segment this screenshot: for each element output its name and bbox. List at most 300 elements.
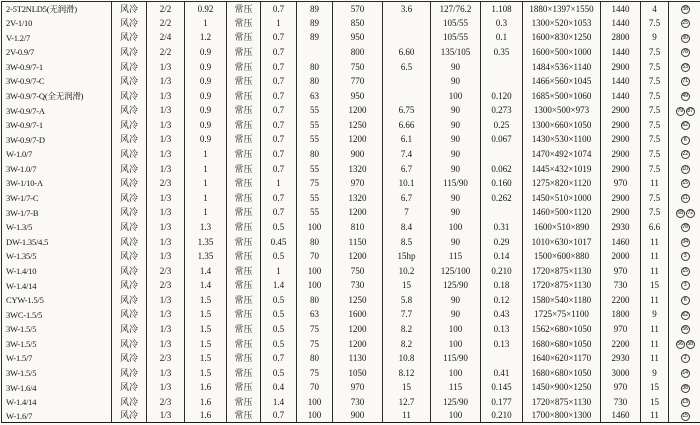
cell-col6: 0.5 bbox=[261, 308, 297, 323]
cell-col9 bbox=[383, 89, 431, 104]
cell-col6: 0.7 bbox=[261, 162, 297, 177]
cell-model: W-1.4/10 bbox=[6, 265, 37, 276]
table-row bbox=[2, 206, 700, 221]
cell-col3: 1/3 bbox=[147, 220, 185, 235]
cell-col5: 常压 bbox=[227, 351, 261, 366]
cell-col11: 0.067 bbox=[481, 133, 523, 148]
cell-col11: 0.25 bbox=[481, 118, 523, 133]
cell-col13: 730 bbox=[601, 395, 641, 410]
cell-col10: 100 bbox=[431, 337, 481, 352]
table-row bbox=[2, 16, 700, 31]
cell-col5: 常压 bbox=[227, 2, 261, 17]
cell-footnote-refs bbox=[669, 176, 700, 191]
cell-col10: 105/55 bbox=[431, 31, 481, 46]
cell-col5: 常压 bbox=[227, 147, 261, 162]
cell-footnote-refs bbox=[669, 264, 700, 279]
cell-col7: 70 bbox=[297, 249, 333, 264]
cell-col8: 730 bbox=[333, 395, 383, 410]
cell-col2: 风冷 bbox=[112, 60, 147, 75]
cell-col6: 0.7 bbox=[261, 60, 297, 75]
cell-col14: 9 bbox=[641, 366, 669, 381]
cell-footnote-refs bbox=[669, 351, 700, 366]
cell-col12: 1600×510×890 bbox=[523, 220, 601, 235]
cell-col5: 常压 bbox=[227, 104, 261, 119]
cell-col6: 0.7 bbox=[261, 351, 297, 366]
cell-col6: 0.7 bbox=[261, 206, 297, 221]
cell-col13: 970 bbox=[601, 264, 641, 279]
cell-col9: 10.1 bbox=[383, 176, 431, 191]
cell-col3: 2/3 bbox=[147, 351, 185, 366]
cell-col11: 0.35 bbox=[481, 45, 523, 60]
cell-col7: 80 bbox=[297, 351, 333, 366]
circled-number: 22 bbox=[682, 151, 688, 158]
cell-col7: 75 bbox=[297, 176, 333, 191]
cell-col6: 0.7 bbox=[261, 147, 297, 162]
cell-col3: 1/3 bbox=[147, 366, 185, 381]
circled-number: 11 bbox=[682, 195, 688, 202]
table-row bbox=[2, 89, 700, 104]
cell-col9: 6.7 bbox=[383, 191, 431, 206]
circled-number: 6 bbox=[681, 296, 690, 305]
cell-col9: 15 bbox=[383, 381, 431, 396]
circled-number: 14 bbox=[682, 369, 688, 376]
cell-col12: 1430×530×1100 bbox=[523, 133, 601, 148]
cell-col5: 常压 bbox=[227, 31, 261, 46]
cell-col13: 2900 bbox=[601, 133, 641, 148]
cell-col6: 0.5 bbox=[261, 293, 297, 308]
cell-col8: 900 bbox=[333, 410, 383, 425]
cell-col12: 1562×680×1050 bbox=[523, 322, 601, 337]
cell-col14: 11 bbox=[641, 410, 669, 425]
cell-col3: 2/2 bbox=[147, 45, 185, 60]
cell-model: 3W-0.9/7-Q(全无润滑) bbox=[6, 91, 84, 101]
cell-col13: 970 bbox=[601, 381, 641, 396]
cell-col10: 127/76.2 bbox=[431, 2, 481, 17]
cell-col13: 2900 bbox=[601, 206, 641, 221]
cell-footnote-refs bbox=[669, 45, 700, 60]
cell-col8: 730 bbox=[333, 278, 383, 293]
cell-col6: 1 bbox=[261, 16, 297, 31]
cell-col9: 15 bbox=[383, 278, 431, 293]
cell-col14: 9 bbox=[641, 31, 669, 46]
cell-col9: 7.7 bbox=[383, 308, 431, 323]
cell-col10: 90 bbox=[431, 74, 481, 89]
cell-col4: 0.9 bbox=[185, 133, 227, 148]
cell-model: DW-1.35/4.5 bbox=[6, 236, 49, 247]
cell-col6: 0.7 bbox=[261, 191, 297, 206]
circled-number: 3 bbox=[681, 281, 690, 290]
cell-col2: 风冷 bbox=[112, 264, 147, 279]
cell-col12: 1466×560×1045 bbox=[523, 74, 601, 89]
cell-col8: 1320 bbox=[333, 191, 383, 206]
cell-col13: 2900 bbox=[601, 118, 641, 133]
cell-footnote-refs bbox=[669, 104, 700, 119]
table-row bbox=[2, 118, 700, 133]
cell-col11: 0.18 bbox=[481, 278, 523, 293]
cell-col14: 15 bbox=[641, 381, 669, 396]
cell-col2: 风冷 bbox=[112, 337, 147, 352]
cell-col12: 1720×875×1130 bbox=[523, 264, 601, 279]
cell-col2: 风冷 bbox=[112, 293, 147, 308]
cell-col5: 常压 bbox=[227, 45, 261, 60]
cell-col14: 7.5 bbox=[641, 162, 669, 177]
cell-col12: 1580×540×1180 bbox=[523, 293, 601, 308]
cell-col9: 10.2 bbox=[383, 264, 431, 279]
cell-col2: 风冷 bbox=[112, 147, 147, 162]
cell-col4: 1.5 bbox=[185, 322, 227, 337]
cell-col10: 100 bbox=[431, 410, 481, 425]
circled-number: 3 bbox=[681, 252, 690, 261]
circled-number: 10 bbox=[682, 165, 688, 172]
cell-col4: 0.9 bbox=[185, 89, 227, 104]
cell-col5: 常压 bbox=[227, 293, 261, 308]
cell-col7: 80 bbox=[297, 74, 333, 89]
cell-col13: 970 bbox=[601, 322, 641, 337]
cell-col8: 950 bbox=[333, 89, 383, 104]
circled-number: 62 bbox=[682, 311, 688, 318]
cell-col3: 1/3 bbox=[147, 89, 185, 104]
cell-col5: 常压 bbox=[227, 249, 261, 264]
cell-col10: 90 bbox=[431, 147, 481, 162]
cell-col7: 55 bbox=[297, 133, 333, 148]
table-row bbox=[2, 395, 700, 410]
cell-col12: 1460×500×1120 bbox=[523, 206, 601, 221]
cell-col13: 730 bbox=[601, 278, 641, 293]
cell-col2: 风冷 bbox=[112, 176, 147, 191]
cell-model: W-1.4/14 bbox=[6, 280, 37, 291]
cell-footnote-refs bbox=[669, 278, 700, 293]
circled-number: 13 bbox=[682, 399, 688, 406]
cell-col10: 105/55 bbox=[431, 16, 481, 31]
cell-col14: 7.5 bbox=[641, 118, 669, 133]
cell-model: 3W-0.9/7-A bbox=[6, 105, 45, 116]
cell-model: 3W-0.9/7-1 bbox=[6, 61, 43, 72]
cell-col6: 0.7 bbox=[261, 89, 297, 104]
cell-col9: 8.2 bbox=[383, 322, 431, 337]
circled-number: 62 bbox=[682, 122, 688, 129]
cell-col8: 1600 bbox=[333, 308, 383, 323]
cell-col6: 0.7 bbox=[261, 410, 297, 425]
cell-footnote-refs bbox=[669, 381, 700, 396]
cell-col2: 风冷 bbox=[112, 278, 147, 293]
cell-footnote-refs bbox=[669, 235, 700, 250]
cell-col5: 常压 bbox=[227, 322, 261, 337]
cell-col5: 常压 bbox=[227, 133, 261, 148]
circled-number: 49 bbox=[682, 92, 688, 99]
cell-col12: 1470×492×1074 bbox=[523, 147, 601, 162]
cell-col2: 风冷 bbox=[112, 191, 147, 206]
circled-number: 56 bbox=[682, 326, 688, 333]
cell-col4: 1.3 bbox=[185, 220, 227, 235]
cell-col9: 7.4 bbox=[383, 147, 431, 162]
table-row bbox=[2, 249, 700, 264]
cell-col9: 12.7 bbox=[383, 395, 431, 410]
cell-col8: 1250 bbox=[333, 118, 383, 133]
cell-col8: 1200 bbox=[333, 322, 383, 337]
cell-col5: 常压 bbox=[227, 220, 261, 235]
cell-col12: 1725×75×1100 bbox=[523, 308, 601, 323]
cell-col8: 1130 bbox=[333, 351, 383, 366]
cell-col8: 970 bbox=[333, 176, 383, 191]
cell-col3: 2/2 bbox=[147, 16, 185, 31]
cell-col4: 1.35 bbox=[185, 249, 227, 264]
cell-col9: 3.6 bbox=[383, 2, 431, 17]
cell-col3: 1/3 bbox=[147, 147, 185, 162]
cell-col9: 6.60 bbox=[383, 45, 431, 60]
cell-col2: 风冷 bbox=[112, 395, 147, 410]
cell-col2: 风冷 bbox=[112, 89, 147, 104]
table-row bbox=[2, 278, 700, 293]
circled-number: 30 bbox=[682, 34, 688, 41]
cell-col12: 1720×875×1130 bbox=[523, 278, 601, 293]
cell-model: 3W-1/10-A bbox=[6, 178, 43, 189]
cell-footnote-refs bbox=[669, 293, 700, 308]
cell-col7: 80 bbox=[297, 60, 333, 75]
cell-col13: 1440 bbox=[601, 45, 641, 60]
cell-col11: 0.14 bbox=[481, 249, 523, 264]
cell-col13: 1460 bbox=[601, 235, 641, 250]
cell-col4: 1.35 bbox=[185, 235, 227, 250]
cell-col9: 6.1 bbox=[383, 133, 431, 148]
cell-col3: 1/3 bbox=[147, 249, 185, 264]
cell-col9: 8.12 bbox=[383, 366, 431, 381]
cell-col6: 0.7 bbox=[261, 45, 297, 60]
cell-col2: 风冷 bbox=[112, 381, 147, 396]
cell-col12: 1450×510×1000 bbox=[523, 191, 601, 206]
circled-number: 53 bbox=[682, 63, 688, 70]
cell-col3: 2/4 bbox=[147, 31, 185, 46]
cell-col11: 0.120 bbox=[481, 89, 523, 104]
cell-col7: 55 bbox=[297, 162, 333, 177]
cell-col5: 常压 bbox=[227, 118, 261, 133]
cell-col11 bbox=[481, 206, 523, 221]
cell-col12: 1484×536×1140 bbox=[523, 60, 601, 75]
cell-col3: 1/3 bbox=[147, 206, 185, 221]
cell-col10: 90 bbox=[431, 308, 481, 323]
cell-col10: 90 bbox=[431, 191, 481, 206]
table-row bbox=[2, 337, 700, 352]
cell-col8: 1200 bbox=[333, 206, 383, 221]
cell-col8: 770 bbox=[333, 74, 383, 89]
cell-col4: 0.9 bbox=[185, 104, 227, 119]
circled-number: 78 bbox=[682, 49, 688, 56]
cell-footnote-refs bbox=[669, 2, 700, 17]
circled-number: 38 bbox=[682, 5, 688, 12]
cell-col8: 1150 bbox=[333, 235, 383, 250]
cell-col6: 0.7 bbox=[261, 104, 297, 119]
cell-model: 3W-1.5/5 bbox=[6, 367, 37, 378]
cell-col5: 常压 bbox=[227, 410, 261, 425]
table-row bbox=[2, 410, 700, 425]
cell-col12: 1450×900×1250 bbox=[523, 381, 601, 396]
cell-col6: 0.45 bbox=[261, 235, 297, 250]
cell-col11: 0.31 bbox=[481, 220, 523, 235]
cell-col4: 1.5 bbox=[185, 366, 227, 381]
cell-col7: 100 bbox=[297, 278, 333, 293]
cell-col3: 1/3 bbox=[147, 118, 185, 133]
cell-footnote-refs bbox=[669, 395, 700, 410]
cell-col5: 常压 bbox=[227, 278, 261, 293]
cell-col13: 1440 bbox=[601, 2, 641, 17]
cell-col3: 1/3 bbox=[147, 235, 185, 250]
cell-col11: 0.13 bbox=[481, 322, 523, 337]
cell-col4: 1.6 bbox=[185, 395, 227, 410]
cell-col7: 100 bbox=[297, 264, 333, 279]
table-row bbox=[2, 191, 700, 206]
cell-col7: 63 bbox=[297, 308, 333, 323]
table-row bbox=[2, 31, 700, 46]
cell-col12: 1445×432×1019 bbox=[523, 162, 601, 177]
table-row bbox=[2, 264, 700, 279]
cell-model: 3W-0.9/7-C bbox=[6, 76, 45, 87]
cell-col2: 风冷 bbox=[112, 220, 147, 235]
cell-col9: 8.4 bbox=[383, 220, 431, 235]
cell-col3: 2/3 bbox=[147, 395, 185, 410]
cell-footnote-refs bbox=[669, 191, 700, 206]
cell-col11: 0.1 bbox=[481, 31, 523, 46]
cell-col7: 100 bbox=[297, 410, 333, 425]
cell-col9: 8.2 bbox=[383, 337, 431, 352]
cell-col8: 850 bbox=[333, 16, 383, 31]
cell-col11: 0.43 bbox=[481, 308, 523, 323]
cell-col4: 1 bbox=[185, 191, 227, 206]
cell-col12: 1685×500×1060 bbox=[523, 89, 601, 104]
cell-footnote-refs bbox=[669, 322, 700, 337]
cell-col2: 风冷 bbox=[112, 31, 147, 46]
cell-col14: 15 bbox=[641, 395, 669, 410]
cell-col13: 2200 bbox=[601, 293, 641, 308]
cell-col3: 2/3 bbox=[147, 264, 185, 279]
cell-model: W-1.35/5 bbox=[6, 251, 37, 262]
cell-col14: 11 bbox=[641, 264, 669, 279]
cell-col5: 常压 bbox=[227, 395, 261, 410]
circled-number: 34 bbox=[682, 238, 688, 245]
cell-footnote-refs bbox=[669, 16, 700, 31]
cell-col10: 125/90 bbox=[431, 395, 481, 410]
cell-footnote-refs bbox=[669, 410, 700, 425]
cell-col3: 1/3 bbox=[147, 322, 185, 337]
cell-footnote-refs bbox=[669, 249, 700, 264]
cell-col14: 11 bbox=[641, 176, 669, 191]
cell-col11: 0.145 bbox=[481, 381, 523, 396]
cell-col12: 1600×500×1000 bbox=[523, 45, 601, 60]
cell-col7: 80 bbox=[297, 147, 333, 162]
table-row bbox=[2, 45, 700, 60]
cell-col3: 1/3 bbox=[147, 337, 185, 352]
cell-col14: 15 bbox=[641, 278, 669, 293]
cell-col5: 常压 bbox=[227, 176, 261, 191]
cell-col8: 1200 bbox=[333, 249, 383, 264]
table-row bbox=[2, 381, 700, 396]
cell-col5: 常压 bbox=[227, 206, 261, 221]
cell-model: 3WC-1.5/5 bbox=[6, 309, 43, 320]
circled-number: 25 bbox=[682, 20, 688, 27]
cell-col13: 2900 bbox=[601, 162, 641, 177]
cell-col10: 100 bbox=[431, 322, 481, 337]
cell-col4: 1 bbox=[185, 176, 227, 191]
cell-col12: 1300×660×1050 bbox=[523, 118, 601, 133]
cell-model: 3W-1/7-C bbox=[6, 193, 39, 204]
cell-col10: 115 bbox=[431, 249, 481, 264]
cell-col8: 800 bbox=[333, 45, 383, 60]
cell-col8: 900 bbox=[333, 147, 383, 162]
cell-col4: 1 bbox=[185, 16, 227, 31]
cell-model: W-1.5/7 bbox=[6, 353, 33, 364]
cell-col7: 55 bbox=[297, 206, 333, 221]
cell-col13: 2800 bbox=[601, 31, 641, 46]
cell-model: V-1.2/7 bbox=[6, 32, 31, 43]
cell-col12: 1720×875×1130 bbox=[523, 395, 601, 410]
cell-col4: 1.5 bbox=[185, 351, 227, 366]
cell-col5: 常压 bbox=[227, 74, 261, 89]
table-body bbox=[2, 2, 700, 425]
cell-col9: 15hp bbox=[383, 249, 431, 264]
cell-col12: 1500×600×880 bbox=[523, 249, 601, 264]
cell-col7: 100 bbox=[297, 395, 333, 410]
cell-col3: 1/3 bbox=[147, 74, 185, 89]
cell-col6: 0.5 bbox=[261, 322, 297, 337]
cell-col7: 80 bbox=[297, 293, 333, 308]
cell-col7: 75 bbox=[297, 337, 333, 352]
circled-number: 71 bbox=[682, 78, 688, 85]
cell-col3: 2/2 bbox=[147, 2, 185, 17]
cell-col14: 7.5 bbox=[641, 133, 669, 148]
cell-col12: 1680×680×1050 bbox=[523, 337, 601, 352]
circled-number: 56 bbox=[677, 340, 683, 347]
cell-col7: 55 bbox=[297, 104, 333, 119]
cell-col7: 100 bbox=[297, 220, 333, 235]
cell-col12: 1680×680×1050 bbox=[523, 366, 601, 381]
cell-col14: 7.5 bbox=[641, 104, 669, 119]
cell-col10: 90 bbox=[431, 293, 481, 308]
cell-col9: 5.8 bbox=[383, 293, 431, 308]
table-row bbox=[2, 176, 700, 191]
cell-col2: 风冷 bbox=[112, 133, 147, 148]
cell-col4: 1 bbox=[185, 162, 227, 177]
cell-col10: 135/105 bbox=[431, 45, 481, 60]
cell-col13: 2930 bbox=[601, 220, 641, 235]
cell-col5: 常压 bbox=[227, 60, 261, 75]
cell-col10: 125/90 bbox=[431, 278, 481, 293]
cell-col8: 750 bbox=[333, 60, 383, 75]
cell-col10: 90 bbox=[431, 162, 481, 177]
cell-col3: 1/3 bbox=[147, 104, 185, 119]
cell-col5: 常压 bbox=[227, 89, 261, 104]
cell-col2: 风冷 bbox=[112, 206, 147, 221]
cell-col6: 0.5 bbox=[261, 337, 297, 352]
cell-footnote-refs bbox=[669, 60, 700, 75]
cell-col9: 6.7 bbox=[383, 162, 431, 177]
cell-col11: 1.108 bbox=[481, 2, 523, 17]
cell-col11: 0.160 bbox=[481, 176, 523, 191]
cell-col5: 常压 bbox=[227, 191, 261, 206]
cell-col4: 1.2 bbox=[185, 31, 227, 46]
cell-col4: 1.4 bbox=[185, 278, 227, 293]
cell-col7: 55 bbox=[297, 118, 333, 133]
cell-footnote-refs bbox=[669, 337, 700, 352]
cell-col3: 1/3 bbox=[147, 133, 185, 148]
cell-model: 3W-0.9/7-D bbox=[6, 134, 45, 145]
cell-col3: 1/3 bbox=[147, 60, 185, 75]
cell-col14: 11 bbox=[641, 351, 669, 366]
cell-col5: 常压 bbox=[227, 16, 261, 31]
cell-col9 bbox=[383, 16, 431, 31]
cell-col14: 7.5 bbox=[641, 60, 669, 75]
cell-col8: 950 bbox=[333, 31, 383, 46]
cell-col7: 89 bbox=[297, 16, 333, 31]
cell-col14: 11 bbox=[641, 293, 669, 308]
cell-col14: 7.5 bbox=[641, 89, 669, 104]
